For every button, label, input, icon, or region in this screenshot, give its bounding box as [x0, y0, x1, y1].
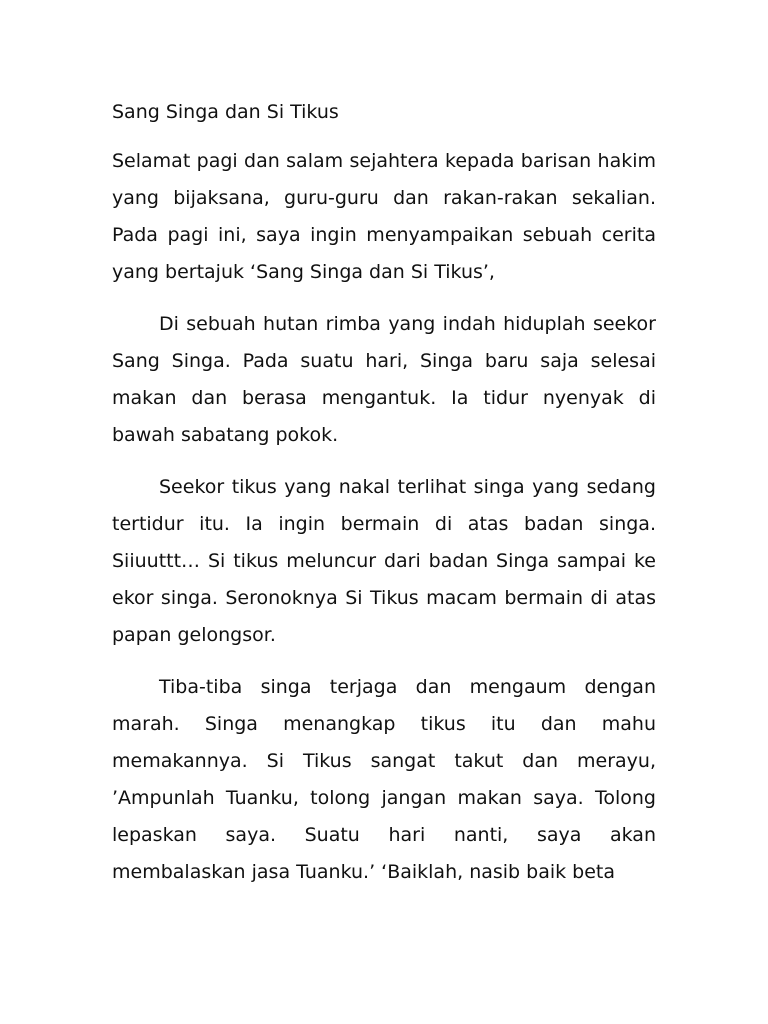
paragraph-story-3: Tiba-tiba singa terjaga dan mengaum dengan marah. Singa menangkap tikus itu dan mahu memakannya. Si Tikus sangat takut dan merayu, ’Ampunlah Tuanku, tolong jangan makan saya. Tolong lepaskan saya. Suatu hari nanti, saya akan membalaskan jasa Tuanku.’ ‘Baiklah, nasib baik beta: [112, 676, 656, 883]
paragraph-story-2: Seekor tikus yang nakal terlihat singa yang sedang tertidur itu. Ia ingin bermain di atas badan singa. Siiuuttt… Si tikus meluncur dari badan Singa sampai ke ekor singa. Seronoknya Si Tikus macam bermain di atas papan gelongsor.: [112, 476, 656, 646]
document-title: Sang Singa dan Si Tikus: [112, 101, 339, 123]
paragraph-greeting: Selamat pagi dan salam sejahtera kepada barisan hakim yang bijaksana, guru-guru dan rakan-rakan sekalian. Pada pagi ini, saya ingin menyampaikan sebuah cerita yang bertajuk ‘Sang Singa dan Si Tikus’,: [112, 150, 656, 283]
paragraph-story-1: Di sebuah hutan rimba yang indah hiduplah seekor Sang Singa. Pada suatu hari, Singa baru saja selesai makan dan berasa mengantuk. Ia tidur nyenyak di bawah sabatang pokok.: [112, 313, 656, 446]
